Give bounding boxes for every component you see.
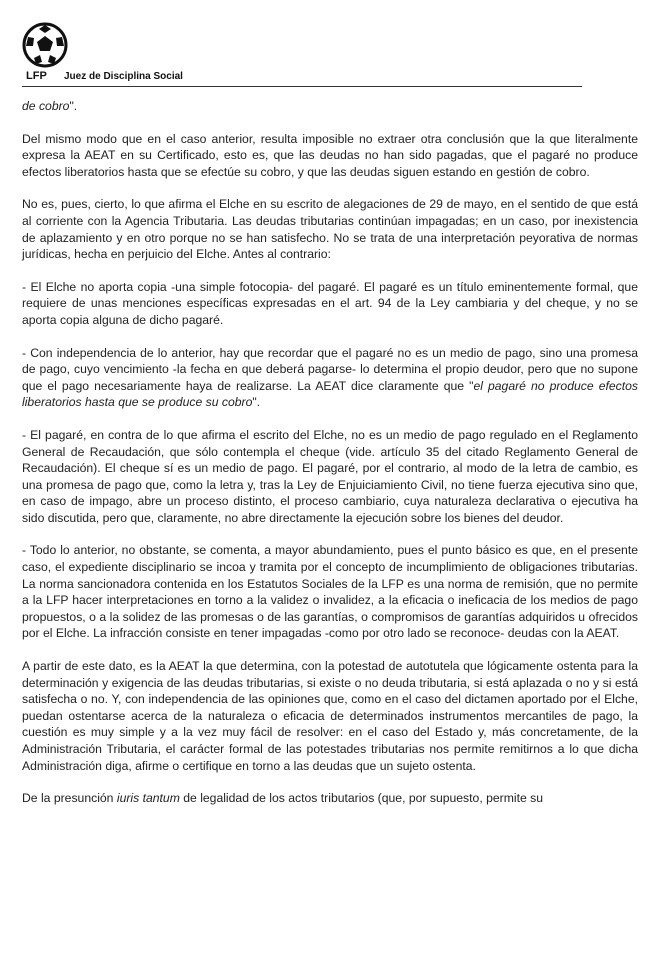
body-paragraph: [22, 427, 638, 527]
paragraph-text: Del mismo modo que en el caso anterior, resulta imposible no extraer otra conclusión que la que literalmente expresa la AEAT en su Certificado, esto es, que las deudas no han sido pagadas, que el pagaré no produce efectos liberatorios hasta que se efectúe su cobro, y que las deudas siguen estando en gestión de cobro.: [22, 131, 638, 179]
paragraph-text: ".: [252, 395, 261, 410]
paragraph-text: - Con independencia de lo anterior, hay que recordar que el pagaré no es un medio de pago, sino una promesa de pago, cuyo vencimiento -la fecha en que deberá pagarse- lo determina el propio deudor, pero que no supone que el pago necesariamente haya de realizarse. La AEAT dice claramente que ": [22, 345, 638, 393]
paragraph-text: ".: [69, 99, 78, 113]
paragraph-text: De la presunción: [22, 791, 117, 806]
italic-text: iuris tantum: [116, 791, 180, 806]
paragraph-text: - Todo lo anterior, no obstante, se comenta, a mayor abundamiento, pues el punto básico es que, en el presente caso, el expediente disciplinario se incoa y tramita por el concepto de incumplimiento de obligaciones tributarias. La norma sancionadora contenida en los Estatutos Sociales de la LFP es una norma de remisión, que no permite a la LFP hacer interpretaciones en torno a la validez o invalidez, a la eficacia o ineficacia de los medios de pago propuestos, o a la solidez de las promesas o de las garantías, o compromisos de garantías adquiridos u ofrecidos por el Elche. La infracción consiste en tener impagadas -como por otro lado se reconoce- deudas con la AEAT.: [22, 543, 638, 641]
org-abbr: LFP: [26, 70, 47, 82]
italic-text: de cobro: [22, 99, 70, 113]
italic-text: el pagaré no produce efectos liberatorios hasta que se produce su cobro: [22, 378, 638, 410]
paragraph-text: A partir de este dato, es la AEAT la que determina, con la potestad de autotutela que lógicamente ostenta para la determinación y exigencia de las deudas tributarias, si existe o no deuda tributaria, si está aplazada o no y si está satisfecha o no. Y, con independencia de las opiniones que, como en el caso del dictamen aportado por el Elche, puedan ostentarse acerca de la naturaleza o eficacia de determinados instrumentos mercantiles de pago, la cuestión es muy simple y a la vez muy fácil de resolver: en el caso del Estado y, más concretamente, de la Administración Tributaria, el carácter formal de las potestades tributarias nos permite remitirnos a lo que dicha Administración diga, afirme o certifique en torno a las deudas que un sujeto ostenta.: [22, 659, 638, 773]
paragraph-text: No es, pues, cierto, lo que afirma el Elche en su escrito de alegaciones de 29 de mayo, en el sentido de que está al corriente con la Agencia Tributaria. Las deudas tributarias continúan impagadas; en un caso, por inexistencia de aplazamiento y en otro porque no se han satisfecho. No se trata de una interpretación peyorativa de normas jurídicas, hecha en perjuicio del Elche. Antes al contrario:: [22, 197, 638, 262]
body-paragraph: [22, 98, 638, 115]
body-paragraph: [22, 196, 638, 262]
body-paragraph: [22, 790, 638, 807]
body-paragraph: [22, 345, 638, 411]
header-title: Juez de Disciplina Social: [64, 71, 183, 82]
body-paragraph: [22, 279, 638, 329]
header-divider: [22, 86, 582, 87]
document-body: [22, 98, 638, 823]
paragraph-text: de legalidad de los actos tributarios (que, por supuesto, permite su: [179, 791, 543, 806]
body-paragraph: [22, 658, 638, 774]
paragraph-text: - El Elche no aporta copia -una simple fotocopia- del pagaré. El pagaré es un título eminentemente formal, que requiere de unas menciones específicas expresadas en el art. 94 de la Ley cambiaria y del cheque, y no se aporta copia alguna de dicho pagaré.: [22, 279, 638, 327]
body-paragraph: [22, 542, 638, 642]
paragraph-text: - El pagaré, en contra de lo que afirma el escrito del Elche, no es un medio de pago regulado en el Reglamento General de Recaudación, que sólo contempla el cheque (vide. artículo 35 del citado Reglamento General de Recaudación). El cheque sí es un medio de pago. El pagaré, por el contrario, al modo de la letra de cambio, es una promesa de pago que, como la letra y, tras la Ley de Enjuiciamiento Civil, no tiene fuerza ejecutiva sino que, en caso de impago, abre un proceso distinto, el proceso cambiario, cuya naturaleza declarativa o ejecutiva ha sido discutida, pero que, claramente, no abre directamente la ejecución sobre los bienes del deudor.: [22, 427, 638, 525]
lfp-ball-logo-icon: [22, 22, 68, 68]
body-paragraph: [22, 131, 638, 181]
letterhead: [22, 22, 582, 90]
